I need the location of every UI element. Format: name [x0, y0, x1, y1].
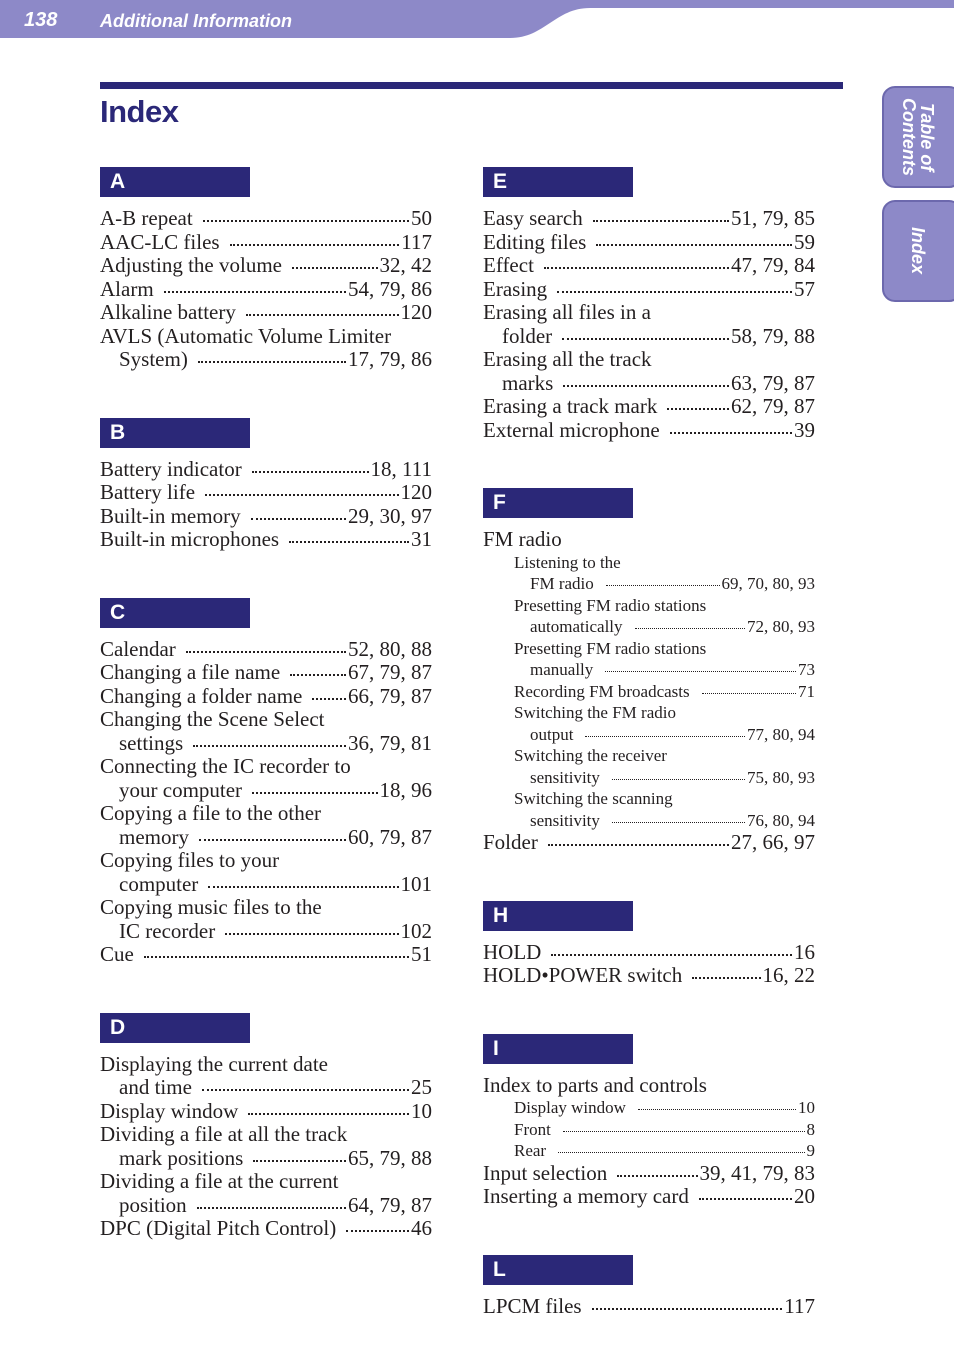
entry-pages: 16: [794, 939, 815, 964]
dot-leader: [199, 839, 346, 841]
index-entry: [100, 1170, 339, 1193]
dot-leader: [144, 956, 409, 958]
entry-term: output: [530, 724, 574, 744]
entry-term: Listening to the: [514, 552, 621, 572]
entry-pages: 17, 79, 86: [348, 347, 432, 371]
entry-term: Display window: [100, 1098, 239, 1123]
entry-pages: 63, 79, 87: [731, 370, 815, 395]
entry-term: Built-in memory: [100, 503, 241, 528]
page-number: 138: [24, 9, 58, 31]
entry-term: FM radio: [530, 574, 594, 593]
entry-term: Front: [514, 1119, 551, 1139]
entry-pages: 47, 79, 84: [731, 253, 815, 277]
entry-term: Cue: [100, 942, 134, 966]
dot-leader: [202, 1089, 409, 1091]
dot-leader: [203, 220, 409, 222]
entry-pages: 27, 66, 97: [731, 830, 815, 854]
index-entry: [119, 826, 432, 849]
entry-pages: 77, 80, 94: [747, 724, 815, 744]
entry-pages: 58, 79, 88: [731, 323, 815, 348]
dot-leader: [638, 1109, 796, 1110]
index-subentry: [514, 1097, 815, 1118]
index-entry: [483, 395, 815, 418]
index-entry: [119, 1194, 432, 1217]
title-rule: [100, 82, 843, 89]
dot-leader: [253, 1160, 346, 1162]
entry-term: Effect: [483, 253, 534, 277]
entry-term: manually: [530, 660, 594, 679]
dot-leader: [558, 1152, 804, 1153]
entry-pages: 52, 80, 88: [348, 636, 432, 661]
index-subentry: [530, 659, 815, 680]
dot-leader: [606, 585, 720, 586]
dot-leader: [225, 933, 398, 935]
entry-pages: 120: [400, 300, 432, 324]
entry-pages: 51: [411, 942, 432, 966]
entry-term: FM radio: [483, 527, 562, 551]
index-subentry: [514, 681, 815, 702]
entry-pages: 73: [798, 660, 815, 679]
dot-leader: [544, 267, 729, 269]
dot-leader: [251, 518, 346, 520]
dot-leader: [186, 651, 346, 653]
entry-term: Alarm: [100, 276, 154, 301]
index-entry: [119, 1147, 432, 1170]
dot-leader: [635, 628, 745, 629]
dot-leader: [617, 1175, 697, 1177]
entry-term: Display window: [514, 1098, 626, 1117]
index-entry: [483, 207, 815, 230]
entry-term: A-B repeat: [100, 206, 193, 230]
table-of-contents-tab[interactable]: [882, 86, 954, 188]
dot-leader: [164, 291, 346, 293]
dot-leader: [193, 745, 346, 747]
entry-term: mark positions: [119, 1145, 244, 1170]
index-entry: [119, 779, 432, 802]
entry-term: Calendar: [100, 636, 176, 661]
dot-leader: [312, 698, 346, 700]
index-entry: [100, 896, 322, 919]
dot-leader: [605, 671, 796, 672]
entry-pages: 71: [798, 681, 815, 701]
entry-pages: 72, 80, 93: [747, 617, 815, 636]
entry-term: Dividing a file at the current: [100, 1169, 339, 1193]
entry-term: folder: [502, 323, 553, 348]
letter-label: D: [110, 1015, 126, 1039]
entry-term: Folder: [483, 830, 538, 854]
index-entry: [100, 231, 432, 254]
index-subentry: [530, 573, 815, 594]
index-entry: [100, 802, 321, 825]
entry-pages: 10: [411, 1098, 432, 1123]
dot-leader: [230, 244, 400, 246]
index-entry: [100, 1123, 347, 1146]
entry-pages: 75, 80, 93: [747, 767, 815, 787]
index-subentry: [514, 595, 706, 616]
entry-term: memory: [119, 824, 189, 849]
index-entry: [483, 278, 815, 301]
entry-term: IC recorder: [119, 918, 216, 943]
index-subentry: [514, 788, 673, 809]
entry-term: AVLS (Automatic Volume Limiter: [100, 323, 392, 348]
section-title: Additional Information: [100, 11, 292, 31]
index-letter-heading: [100, 167, 250, 197]
entry-term: Erasing all the track: [483, 347, 652, 371]
index-entry: [483, 254, 815, 277]
entry-pages: 67, 79, 87: [348, 660, 432, 684]
dot-leader: [252, 471, 369, 473]
dot-leader: [612, 779, 745, 780]
entry-term: AAC-LC files: [100, 229, 220, 254]
entry-term: Rear: [514, 1141, 547, 1160]
index-entry: [100, 278, 432, 301]
entry-term: Changing a file name: [100, 660, 281, 684]
letter-label: E: [493, 170, 508, 193]
entry-pages: 76, 80, 94: [747, 810, 815, 830]
entry-term: Built-in microphones: [100, 527, 280, 551]
index-entry: [100, 638, 432, 661]
entry-term: and time: [119, 1075, 192, 1099]
entry-term: HOLD•POWER switch: [483, 963, 683, 987]
dot-leader: [563, 385, 729, 387]
entry-pages: 46: [411, 1216, 432, 1240]
letter-label: I: [493, 1036, 499, 1060]
index-entry: [502, 325, 815, 348]
index-entry: [100, 301, 432, 324]
entry-pages: 9: [806, 1141, 815, 1160]
entry-term: Switching the FM radio: [514, 703, 676, 722]
dot-leader: [346, 1230, 409, 1232]
entry-term: Presetting FM radio stations: [514, 595, 707, 615]
index-letter-heading: [100, 598, 250, 628]
index-subentry: [514, 552, 621, 573]
letter-label: H: [493, 903, 509, 927]
tab-label-toc: Table of Contents: [899, 98, 937, 176]
entry-pages: 20: [794, 1184, 815, 1208]
index-entry: [483, 941, 815, 964]
dot-leader: [557, 291, 792, 293]
index-subentry: [514, 702, 676, 723]
entry-pages: 57: [794, 276, 815, 301]
index-entry: [119, 732, 432, 755]
entry-term: DPC (Digital Pitch Control): [100, 1216, 337, 1240]
dot-leader: [197, 1207, 346, 1209]
dot-leader: [699, 1198, 792, 1200]
index-entry: [100, 1053, 328, 1076]
index-entry: [100, 505, 432, 528]
index-entry: [100, 528, 432, 551]
index-entry: [483, 528, 562, 551]
dot-leader: [592, 1308, 783, 1310]
entry-term: Changing the Scene Select: [100, 707, 325, 731]
index-entry: [483, 231, 815, 254]
dot-leader: [198, 361, 346, 363]
entry-term: Copying music files to the: [100, 895, 322, 919]
entry-pages: 66, 79, 87: [348, 683, 432, 708]
entry-term: Battery indicator: [100, 456, 242, 481]
dot-leader: [290, 674, 346, 676]
entry-pages: 16, 22: [762, 963, 815, 987]
entry-pages: 18, 96: [379, 777, 432, 802]
letter-label: B: [110, 420, 126, 444]
index-subentry: [514, 1119, 815, 1140]
entry-pages: 25: [411, 1075, 432, 1099]
dot-leader: [692, 977, 760, 979]
index-entry: [483, 1162, 815, 1185]
dot-leader: [667, 408, 729, 410]
index-letter-heading: [100, 1013, 250, 1043]
entry-term: Inserting a memory card: [483, 1184, 689, 1208]
dot-leader: [252, 792, 377, 794]
entry-term: Erasing a track mark: [483, 394, 658, 418]
entry-term: External microphone: [483, 417, 660, 442]
dot-leader: [246, 314, 399, 316]
dot-leader: [702, 693, 796, 694]
dot-leader: [596, 244, 792, 246]
index-entry: [119, 873, 432, 896]
entry-term: Copying files to your: [100, 848, 280, 872]
entry-term: Copying a file to the other: [100, 801, 322, 825]
entry-pages: 36, 79, 81: [348, 730, 432, 755]
dot-leader: [585, 736, 745, 737]
index-subentry: [514, 1140, 815, 1161]
index-entry: [483, 1074, 707, 1097]
entry-term: Alkaline battery: [100, 300, 236, 324]
dot-leader: [248, 1113, 409, 1115]
entry-pages: 39, 41, 79, 83: [699, 1160, 815, 1185]
entry-pages: 60, 79, 87: [348, 824, 432, 849]
entry-pages: 18, 111: [370, 456, 432, 481]
index-entry: [119, 1076, 432, 1099]
index-entry: [100, 458, 432, 481]
entry-term: Connecting the IC recorder to: [100, 754, 351, 778]
entry-term: Erasing all files in a: [483, 300, 651, 324]
entry-term: LPCM files: [483, 1293, 582, 1318]
dot-leader: [670, 432, 792, 434]
entry-term: Erasing: [483, 276, 548, 301]
entry-pages: 62, 79, 87: [731, 394, 815, 418]
dot-leader: [563, 1131, 805, 1132]
entry-pages: 8: [806, 1119, 815, 1139]
index-letter-heading: [100, 418, 250, 448]
entry-pages: 69, 70, 80, 93: [721, 574, 815, 593]
entry-pages: 51, 79, 85: [731, 206, 815, 230]
entry-term: sensitivity: [530, 767, 600, 787]
entry-term: sensitivity: [530, 810, 600, 830]
dot-leader: [612, 822, 745, 823]
entry-pages: 32, 42: [379, 253, 432, 277]
entry-pages: 117: [784, 1293, 815, 1318]
index-entry: [100, 481, 432, 504]
entry-pages: 65, 79, 88: [348, 1145, 432, 1170]
index-subentry: [530, 810, 815, 831]
entry-term: Input selection: [483, 1160, 608, 1185]
entry-term: Changing a folder name: [100, 683, 303, 708]
dot-leader: [292, 267, 378, 269]
index-entry: [483, 1295, 815, 1318]
entry-term: Switching the receiver: [514, 746, 667, 765]
index-entry: [100, 1217, 432, 1240]
index-entry: [100, 755, 351, 778]
dot-leader: [548, 844, 729, 846]
dot-leader: [562, 338, 729, 340]
dot-leader: [289, 541, 409, 543]
index-entry: [483, 419, 815, 442]
entry-term: your computer: [119, 777, 243, 802]
entry-pages: 101: [400, 871, 432, 896]
entry-term: Displaying the current date: [100, 1051, 329, 1076]
index-entry: [119, 348, 432, 371]
entry-pages: 10: [798, 1098, 815, 1117]
entry-term: computer: [119, 871, 199, 896]
index-entry: [100, 685, 432, 708]
index-letter-heading: [483, 1034, 633, 1064]
entry-term: HOLD: [483, 939, 542, 964]
entry-term: Index to parts and controls: [483, 1072, 707, 1097]
index-letter-heading: [483, 901, 633, 931]
index-entry: [100, 708, 325, 731]
entry-pages: 50: [411, 206, 432, 230]
entry-term: marks: [502, 370, 554, 395]
entry-term: automatically: [530, 617, 623, 636]
entry-pages: 120: [400, 480, 432, 504]
index-subentry: [530, 616, 815, 637]
index-entry: [483, 831, 815, 854]
letter-label: A: [110, 170, 126, 193]
index-subentry: [514, 638, 706, 659]
dot-leader: [208, 886, 398, 888]
letter-label: C: [110, 600, 126, 624]
entry-pages: 54, 79, 86: [348, 276, 432, 301]
index-tab[interactable]: [882, 200, 954, 302]
dot-leader: [205, 494, 398, 496]
entry-pages: 29, 30, 97: [348, 503, 432, 528]
entry-pages: 117: [401, 229, 432, 254]
index-letter-heading: [483, 167, 633, 197]
entry-pages: 64, 79, 87: [348, 1192, 432, 1217]
entry-term: Adjusting the volume: [100, 253, 282, 277]
index-entry: [100, 943, 432, 966]
entry-pages: 59: [794, 229, 815, 254]
dot-leader: [551, 954, 792, 956]
entry-pages: 39: [794, 417, 815, 442]
tab-label-index: Index: [908, 227, 928, 275]
entry-pages: 102: [400, 918, 432, 943]
letter-label: L: [493, 1257, 506, 1281]
letter-label: F: [493, 491, 506, 514]
entry-term: Battery life: [100, 480, 196, 504]
entry-term: Editing files: [483, 229, 587, 254]
entry-term: position: [119, 1192, 187, 1217]
page-header: [0, 0, 954, 44]
index-entry: [100, 207, 432, 230]
index-subentry: [530, 724, 815, 745]
entry-term: System): [119, 347, 188, 371]
entry-term: Switching the scanning: [514, 789, 673, 808]
index-entry: [483, 348, 652, 371]
index-letter-heading: [483, 1255, 633, 1285]
index-entry: [502, 372, 815, 395]
dot-leader: [593, 220, 729, 222]
index-entry: [100, 849, 279, 872]
index-entry: [483, 301, 651, 324]
index-entry: [100, 661, 432, 684]
entry-term: settings: [119, 730, 184, 755]
entry-term: Easy search: [483, 206, 583, 230]
index-entry: [100, 254, 432, 277]
index-subentry: [514, 745, 667, 766]
entry-term: Dividing a file at all the track: [100, 1122, 348, 1146]
index-subentry: [530, 767, 815, 788]
index-entry: [119, 920, 432, 943]
page-title: Index: [100, 94, 179, 129]
index-entry: [483, 964, 815, 987]
entry-term: Presetting FM radio stations: [514, 638, 707, 658]
index-entry: [100, 325, 391, 348]
index-entry: [100, 1100, 432, 1123]
index-letter-heading: [483, 488, 633, 518]
entry-term: Recording FM broadcasts: [514, 681, 690, 701]
entry-pages: 31: [411, 527, 432, 551]
index-entry: [483, 1185, 815, 1208]
